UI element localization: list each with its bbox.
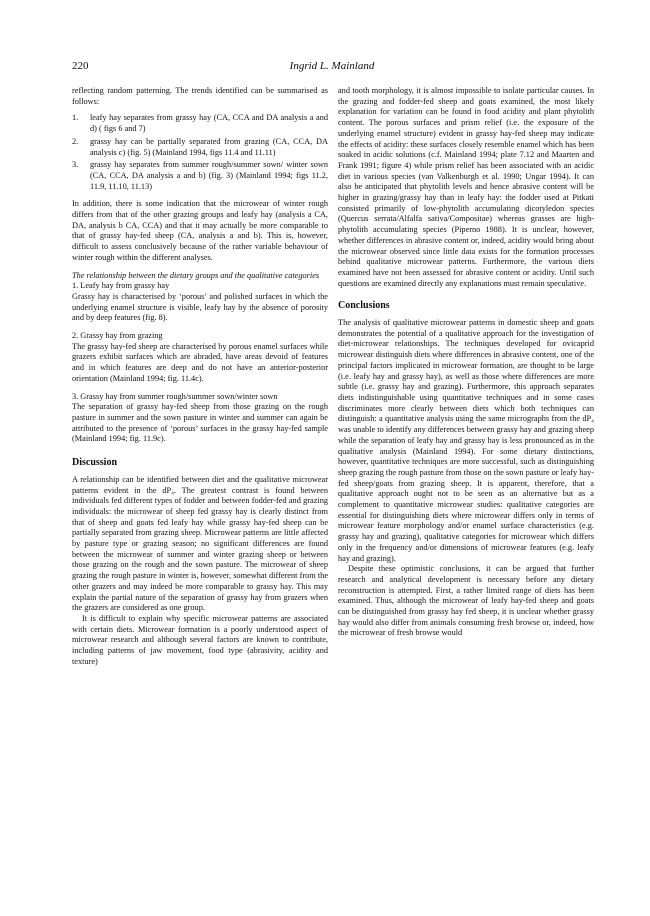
- page-header: [72, 60, 592, 76]
- page-number: 220: [72, 60, 89, 72]
- list-item: [72, 160, 328, 192]
- list-item: [72, 113, 328, 134]
- item-paragraph: Grassy hay is characterised by ‘porous’ and polished surfaces in which the underlying enamel structure is visible, leafy hay by the absence of porosity and by deep features (fig. 8).: [72, 291, 328, 323]
- running-head: Ingrid L. Mainland: [289, 60, 375, 72]
- list-item-text: grassy hay can be partially separated from grazing (CA, CCA, DA analysis c) (fig. 5) (Mainland 1994, figs 11.4 and 11.11): [90, 136, 328, 157]
- item-title: 3. Grassy hay from summer rough/summer sown/winter sown: [72, 391, 278, 401]
- list-item-number: 2.: [72, 136, 79, 146]
- list-item: [72, 137, 328, 158]
- left-column: [72, 86, 328, 667]
- conclusions-paragraph: The analysis of qualitative microwear patterns in domestic sheep and goats demonstrates the potential of a qualitative approach for the investigation of diet-microwear relationships. The techniques developed for ovicaprid microwear distinguish diets where differences in abrasive content, one of the principal factors implicated in microwear formation, are thought to be large (i.e. leafy hay and grassy hay), as well as those where differences are more subtle (i.e. grassy hay and grazing). Furthermore, this approach separates diets indistinguishable using quantitative techniques and in some cases discriminates more clearly between diets which both techniques can distinguish: a quantitative analysis using the same micrographs from the dP₄ was unable to identify any differences between grassy hay and grazing sheep while the separation of leafy hay and grassy hay is less pronounced as in the qualitative analysis (Mainland 1994). For some dietary distinctions, however, quantitative techniques are more successful, such as distinguishing sheep grazing the rough pasture from those on the sown pasture or leafy hay-fed sheep/goats from grazing sheep. It is apparent, therefore, that a qualitative approach ought not to be seen as an alternative but as a complement to quantitative microwear studies: qualitative categories are essential for distinguishing diets where microwear differs only in terms of microwear feature morphology and/or enamel surface characteristics (e.g. grassy hay and grazing), qualitative categories for microwear which differs only in the frequency and/or dimensions of microwear features (e.g. leafy hay and grazing).: [338, 318, 594, 563]
- conclusions-heading: Conclusions: [338, 300, 390, 312]
- discussion-paragraph: A relationship can be identified between diet and the qualitative microwear patterns evident in the dP₄. The greatest contrast is found between individuals fed different types of fodder and between fodder-fed and grazing individuals: the microwear of sheep fed grassy hay is clearly distinct from that of sheep and goats fed leafy hay while grassy hay-fed sheep can be partially separated from grazing sheep. Microwear patterns are little affected by pasture type or grazing season; no significant differences are found between the microwear of summer and winter grazing sheep or between those grazing on the rough and the sown pasture. The microwear of sheep grazing the rough pasture in winter is, however, somewhat different from the other grazers and may indeed be more comparable to grassy hay. This may explain the partial nature of the separation of grassy hay from grazers when the grazers are considered as one group.: [72, 474, 328, 613]
- discussion-paragraph: It is difficult to explain why specific microwear patterns are associated with certain diets. Microwear formation is a poorly understood aspect of microwear research and although several factors are known to contribute, including patterns of jaw movement, food type (abrasivity, acidity and texture): [72, 613, 328, 666]
- discussion-continued-paragraph: and tooth morphology, it is almost impossible to isolate particular causes. In the grazing and fodder-fed sheep and goats examined, the most likely explanation for variation can be found in food acidity and plant phytolith content. The porous surfaces and prism relief (i.e. the exposure of the underlying enamel structure) evident in grassy hay-fed sheep may indicate the effects of acidity: these surfaces closely resemble enamel which has been soaked in acidic solutions (c.f. Mainland 1994; plate 7.12 and Maarten and Frank 1991; figure 4) while prism relief has been associated with an acidic diet in various species (van Valkenburgh et al. 1990; Ungar 1994). It can also be anticipated that phytolith levels and hence abrasive content will be higher in grazing/grassy hay than in leafy hay: the fodder used at Pitkati consisted primarily of low-phytolith accumulating dicotyledon species (Quercus serrata/Alfalfa sativa/Compositae) whereas grasses are high-phytolith accumulating species (Piperno 1988). It is unclear, however, whether differences in abrasive content or, indeed, acidity would bring about the microwear observed since little data exists for the formation processes behind qualitative microwear patterns. Furthermore, the various diets examined have not been assessed for abrasive content or acidity. Until such questions are examined directly any explanations must remain speculative.: [338, 86, 594, 288]
- addition-paragraph: In addition, there is some indication that the microwear of winter rough differs from that of the other grazing groups and leafy hay (analysis a CA, DA, analysis b CA, CCA) and that it may actually be more comparable to that of grassy hay-fed sheep (CA, analysis a and b). This is, however, difficult to assess conclusively because of the rather variable behaviour of winter rough within the different analyses.: [72, 199, 328, 262]
- intro-paragraph: reflecting random patterning. The trends identified can be summarised as follows:: [72, 86, 328, 106]
- section-subheading: The relationship between the dietary groups and the qualitative categories: [72, 270, 320, 280]
- item-title: 1. Leafy hay from grassy hay: [72, 281, 170, 291]
- right-column: [338, 86, 594, 639]
- item-paragraph: The grassy hay-fed sheep are characterised by porous enamel surfaces while grazers exhibit surfaces which are abraded, have areas devoid of features and in which features are deep and do not have an anterior-posterior orientation (Mainland 1994; fig. 11.4c).: [72, 341, 328, 383]
- list-item-text: grassy hay separates from summer rough/summer sown/ winter sown (CA, CCA, DA analysis a and b) (fig. 3) (Mainland 1994; figs 11.2, 11.9, 11.10, 11.13): [90, 160, 328, 191]
- discussion-heading: Discussion: [72, 457, 118, 469]
- conclusions-paragraph: Despite these optimistic conclusions, it can be argued that further research and analytical development is necessary before any dietary reconstruction is attempted. First, a rather limited range of diets has been examined. Thus, although the microwear of leafy hay-fed sheep and goats can be distinguished from grassy hay fed sheep, it is unclear whether grassy hay would also differ from animals consuming fresh browse or, indeed, how the microwear of fresh browse would: [338, 564, 594, 638]
- list-item-number: 1.: [72, 113, 79, 123]
- trends-list: [72, 113, 328, 192]
- item-title: 2. Grassy hay from grazing: [72, 331, 163, 341]
- item-paragraph: The separation of grassy hay-fed sheep from those grazing on the rough pasture in summer and the sown pasture in winter and summer can again be attributed to the presence of ‘porous’ surfaces in the grassy hay-fed sample (Mainland 1994; fig. 11.9c).: [72, 402, 328, 444]
- list-item-number: 3.: [72, 160, 79, 170]
- list-item-text: leafy hay separates from grassy hay (CA, CCA and DA analysis a and d) ( figs 6 and 7): [90, 113, 328, 134]
